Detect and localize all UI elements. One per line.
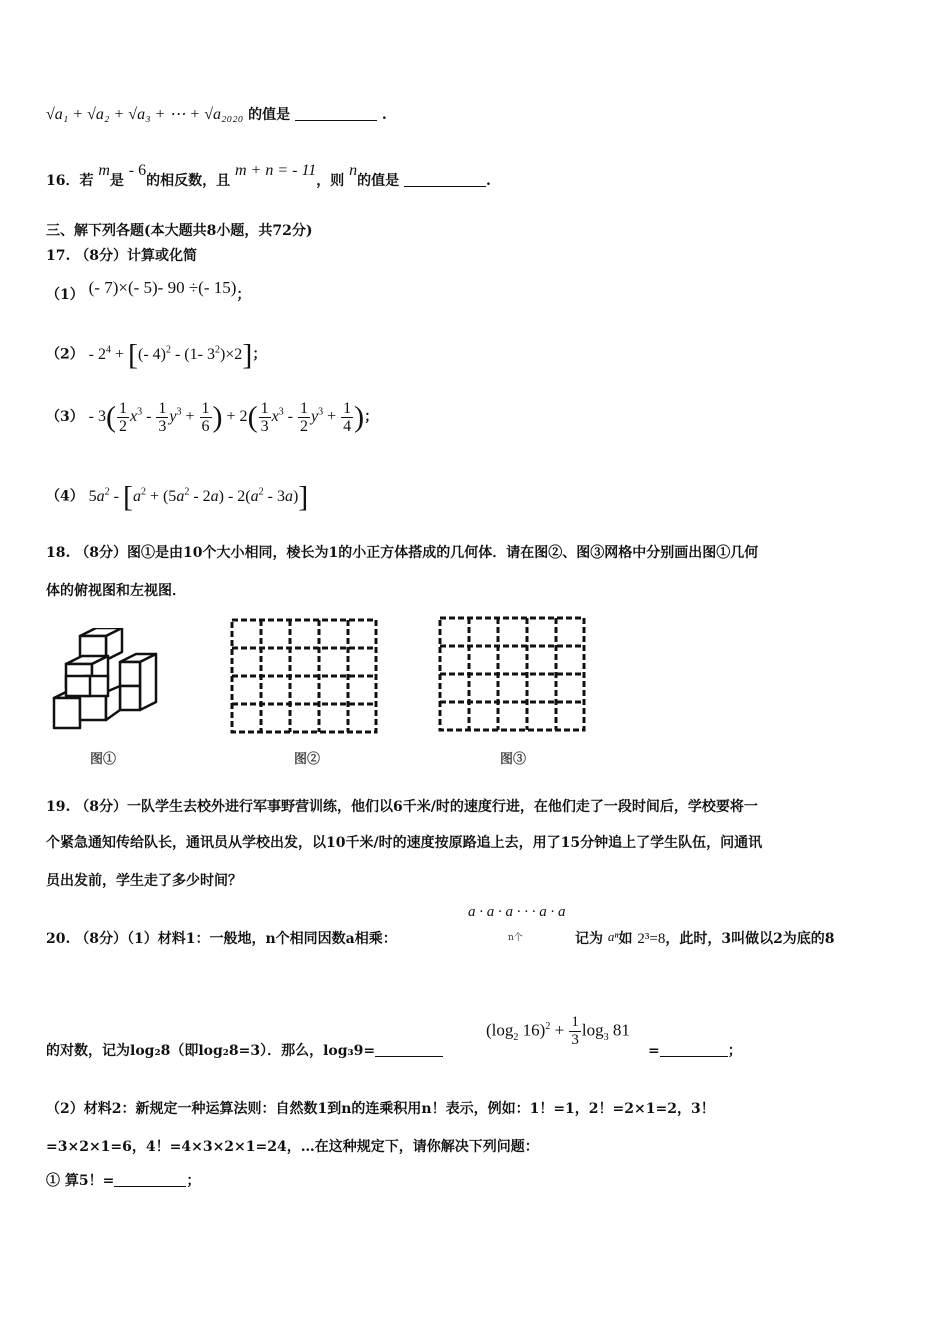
section-3-heading: 三、解下列各题(本大题共8小题，共72分) [46,223,313,239]
answer-blank-16[interactable] [404,172,486,187]
q18-line-1: 18. （8分）图①是由10个大小相同，棱长为1的小正方体搭成的几何体．请在图②、图③网格中分别画出图①几何 [46,545,759,561]
semicolon: ； [252,346,267,363]
value-label: 的值是 [248,107,291,123]
part-label: （2） [46,346,84,363]
q20-line-1b [575,928,835,948]
figure-3-caption: 图③ [500,752,527,767]
answer-blank-15[interactable] [295,106,377,121]
text: 的值是 [357,173,400,189]
question-16 [46,162,491,190]
part-label: （1） [46,287,84,303]
neg-six: - 6 [128,162,147,179]
question-number: 16． [46,173,80,189]
semicolon: ； [364,409,379,426]
a-power-n: aⁿ [607,929,619,944]
figure-1-caption: 图① [90,752,117,767]
q19-line-2: 个紧急通知传给队长，通讯员从学校出发，以10千米/时的速度按原路追上去，用了15分钟追上了学生队伍，问通讯 [46,835,763,851]
text: 如 [618,931,633,947]
q20-part-2-line-1: （2）材料2：新规定一种运算法则：自然数1到n的连乘积用n！表示，例如：1！=1，2！=2×1=2，3！ [46,1101,715,1117]
expression-4: $5a^2 - [a^2 + (5a^2 - 2a) - 2(a^2 - 3a)]$ [88,480,309,513]
q19-line-3: 员出发前，学生走了多少时间？ [46,873,242,889]
text: 20. （8分）（1）材料1：一般地，n个相同因数a相乘： [46,931,397,947]
text: 记为 [575,931,603,947]
answer-blank-5-factorial[interactable] [114,1172,186,1187]
text: 是 [109,173,124,189]
product-expression: a · a · a · · · a · a [468,904,566,920]
answer-blank-log39[interactable] [375,1042,443,1057]
part-label: （3） [46,409,84,426]
var-n: n [349,162,358,179]
q20-line-2b [648,1040,742,1060]
part-label: （4） [46,488,84,505]
semicolon: ； [727,1043,742,1059]
semicolon: ； [186,1173,201,1189]
expression-2: - $2^4$ + [(- 4)$^2$ - (1- $3^2)\times 2$] [88,338,253,371]
figure-2-caption: 图② [294,752,321,767]
text: 的对数，记为log₂8（即log₂8=3）．那么，log₃9= [46,1043,376,1059]
sum-sqrt-line [46,104,387,124]
figure-2-grid [230,618,378,734]
example-power: 2³=8 [637,931,666,947]
text: ，此时，3叫做以2为底的8 [665,931,835,947]
q20-line-1 [46,928,397,948]
text: 的相反数，且 [146,173,231,189]
expression-1: (- 7)×(- 5)- 90 ÷(- 15) [88,278,237,297]
q20-line-2 [46,1040,443,1060]
q17-part-3 [46,400,378,435]
q19-line-1: 19. （8分）一队学生去校外进行军事野营训练，他们以6千米/时的速度行进，在他们走了一段时间后，学校要将一 [46,799,758,815]
figure-3-grid [438,616,586,732]
semicolon: ； [236,287,251,303]
equation: m + n = - 11 [235,162,317,179]
var-m: m [98,162,110,179]
log-expression: ($\log_2$ 16)$^2$ + $\frac{1}{3}$ $\log_3 81$ [486,1014,630,1048]
q18-line-2: 体的俯视图和左视图． [46,583,186,599]
q20-part-2-line-3 [46,1170,200,1190]
sqrt-sum-expression: √a₁ + √a₂ + √a₃ + ⋯ + √a₂₀₂₀ [46,106,244,123]
text: ，则 [316,173,345,189]
q17-part-4 [46,482,308,512]
q17-part-2 [46,340,266,370]
equals: = [648,1043,660,1059]
answer-blank-log-expr[interactable] [660,1042,728,1057]
period: . [381,107,387,123]
n-factors-label: n个 [508,933,523,943]
period: . [486,173,491,189]
text: ① 算5！= [46,1173,115,1189]
figure-1-cubes [50,628,160,734]
q20-part-2-line-2: =3×2×1=6，4！=4×3×2×1=24，…在这种规定下，请你解决下列问题： [46,1139,539,1155]
q17-part-1 [46,278,251,304]
question-17-title: 17. （8分）计算或化简 [46,248,197,264]
text: 若 [79,173,94,189]
expression-3: - 3( $\frac{1}{2}$ $x^3$ - $\frac{1}{3}$ $y^3$ + $\frac{1}{6}$ ) + 2( $\frac{1}{3}$ $x^3$ - $\frac{1}{2}$ $y^3$ + $\frac{1}{4}$ ) [88,400,365,435]
